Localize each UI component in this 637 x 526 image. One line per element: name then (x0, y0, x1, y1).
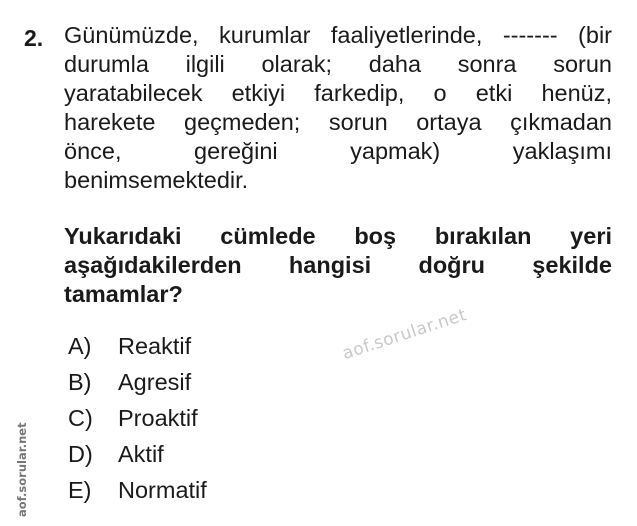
stem-line: önce, gereğini yapmak) yaklaşımı (64, 138, 612, 164)
option-c[interactable] (68, 404, 207, 440)
option-d[interactable] (68, 440, 207, 476)
option-letter: B) (68, 369, 92, 395)
option-text: Proaktif (118, 405, 198, 431)
watermark-side: aof.sorular.net (15, 422, 29, 517)
option-letter: C) (68, 405, 93, 431)
stem-line: Günümüzde, kurumlar faaliyetlerinde, ------- (bir (64, 22, 612, 48)
answer-options (68, 332, 207, 512)
option-text: Agresif (118, 369, 192, 395)
question-stem (64, 21, 612, 195)
option-letter: E) (68, 477, 92, 503)
option-text: Normatif (118, 477, 207, 503)
option-letter: A) (68, 333, 92, 359)
option-text: Aktif (118, 441, 164, 467)
option-letter: D) (68, 441, 93, 467)
stem-line: durumla ilgili olarak; daha sonra sorun (64, 51, 612, 77)
question-number: 2. (24, 25, 44, 51)
prompt-line: tamamlar? (64, 281, 183, 307)
stem-line: yaratabilecek etkiyi farkedip, o etki henüz, (64, 80, 612, 106)
stem-line: benimsemektedir. (64, 167, 249, 193)
option-e[interactable] (68, 476, 207, 512)
watermark-center: aof.sorular.net (340, 305, 470, 365)
option-text: Reaktif (118, 333, 192, 359)
stem-line: harekete geçmeden; sorun ortaya çıkmadan (64, 109, 612, 135)
question-prompt (64, 222, 612, 309)
option-b[interactable] (68, 368, 207, 404)
prompt-line: aşağıdakilerden hangisi doğru şekilde (64, 252, 612, 278)
option-a[interactable] (68, 332, 207, 368)
prompt-line: Yukarıdaki cümlede boş bırakılan yeri (64, 223, 612, 249)
